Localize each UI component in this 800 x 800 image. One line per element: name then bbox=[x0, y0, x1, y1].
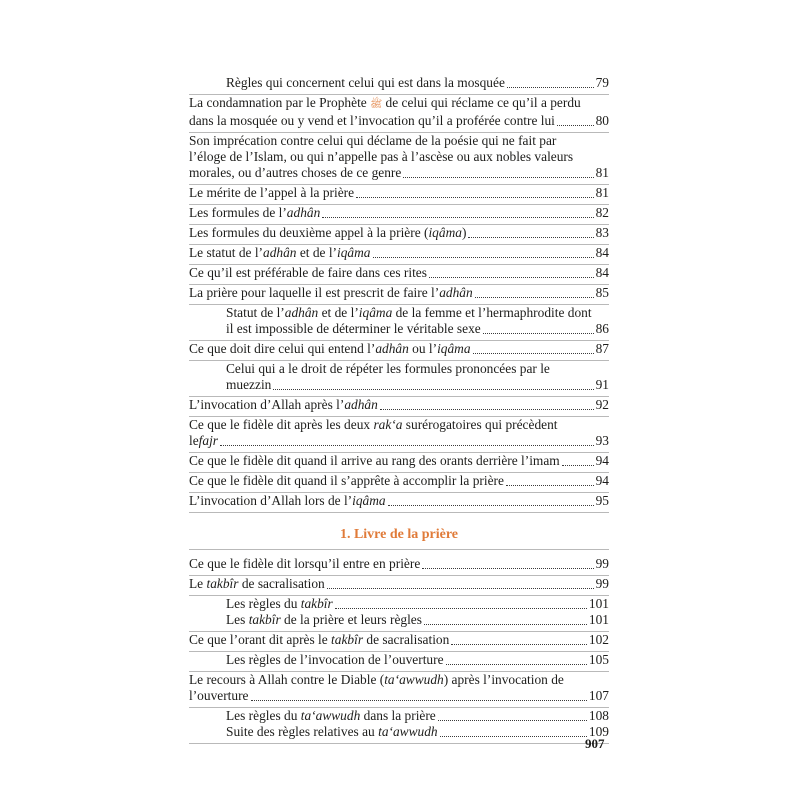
page-ref: 84 bbox=[595, 245, 609, 260]
leader-dots bbox=[380, 409, 594, 410]
page-ref: 84 bbox=[595, 265, 609, 280]
page-ref: 85 bbox=[595, 285, 609, 300]
toc-entry[interactable] bbox=[189, 133, 609, 185]
entry-line: l’ouverture 107 bbox=[189, 688, 609, 703]
toc-entry[interactable] bbox=[189, 724, 609, 744]
page-ref: 82 bbox=[595, 205, 609, 220]
entry-title: Le statut de l’adhân et de l’iqâma bbox=[189, 245, 371, 260]
toc-entry[interactable] bbox=[189, 576, 609, 596]
entry-title: Ce que le fidèle dit lorsqu’il entre en prière bbox=[189, 556, 421, 571]
entry-title: Les formules de l’adhân bbox=[189, 205, 321, 220]
toc-entry[interactable] bbox=[189, 205, 609, 225]
toc-entry[interactable] bbox=[189, 652, 609, 672]
toc-entry[interactable] bbox=[189, 596, 609, 612]
toc-block-prayer bbox=[189, 556, 609, 744]
toc-entry[interactable] bbox=[189, 75, 609, 95]
page-ref: 107 bbox=[588, 688, 609, 703]
leader-dots bbox=[429, 277, 594, 278]
toc-entry[interactable] bbox=[189, 493, 609, 513]
leader-dots bbox=[507, 87, 594, 88]
entry-title: Règles qui concernent celui qui est dans la mosquée bbox=[226, 75, 505, 90]
entry-title: Ce que l’orant dit après le takbîr de sacralisation bbox=[189, 632, 450, 647]
toc-entry[interactable] bbox=[189, 265, 609, 285]
leader-dots bbox=[483, 333, 594, 334]
entry-line: Statut de l’adhân et de l’iqâma de la femme et l’hermaphrodite dont bbox=[226, 305, 592, 320]
entry-line: Le recours à Allah contre le Diable (ta‘awwudh) après l’invocation de bbox=[189, 672, 564, 687]
page-ref: 91 bbox=[595, 377, 609, 392]
entry-line: il est impossible de déterminer le véritable sexe 86 bbox=[226, 321, 609, 336]
entry-title: Les formules du deuxième appel à la prière (iqâma) bbox=[189, 225, 467, 240]
page-ref: 105 bbox=[588, 652, 609, 667]
entry-line: Ce que le fidèle dit après les deux rak‘a surérogatoires qui précèdent bbox=[189, 417, 558, 432]
leader-dots bbox=[475, 297, 594, 298]
entry-line: Son imprécation contre celui qui déclame de la poésie qui ne fait par bbox=[189, 133, 557, 148]
section-title: 1. Livre de la prière bbox=[189, 527, 609, 550]
leader-dots bbox=[322, 217, 593, 218]
leader-dots bbox=[424, 624, 587, 625]
entry-line: Celui qui a le droit de répéter les formules prononcées par le bbox=[226, 361, 550, 376]
page-ref: 94 bbox=[595, 453, 609, 468]
entry-title: Les takbîr de la prière et leurs règles bbox=[226, 612, 422, 627]
entry-title: La prière pour laquelle il est prescrit de faire l’adhân bbox=[189, 285, 473, 300]
toc-entry[interactable] bbox=[189, 225, 609, 245]
page-ref: 101 bbox=[588, 596, 609, 611]
page-ref: 92 bbox=[595, 397, 609, 412]
toc-entry[interactable] bbox=[189, 285, 609, 305]
toc-entry[interactable] bbox=[189, 612, 609, 632]
leader-dots bbox=[562, 465, 594, 466]
page-ref: 101 bbox=[588, 612, 609, 627]
toc-entry[interactable] bbox=[189, 245, 609, 265]
leader-dots bbox=[388, 505, 594, 506]
entry-title: Les règles du takbîr bbox=[226, 596, 333, 611]
page-ref: 102 bbox=[588, 632, 609, 647]
leader-dots bbox=[446, 664, 587, 665]
page-ref: 94 bbox=[595, 473, 609, 488]
leader-dots bbox=[403, 177, 593, 178]
toc-entry[interactable] bbox=[189, 453, 609, 473]
entry-title: Ce que doit dire celui qui entend l’adhân ou l’iqâma bbox=[189, 341, 471, 356]
entry-line: dans la mosquée ou y vend et l’invocation qu’il a proférée contre lui 80 bbox=[189, 113, 609, 128]
entry-title: Ce qu’il est préférable de faire dans ces rites bbox=[189, 265, 427, 280]
leader-dots bbox=[251, 700, 587, 701]
entry-title: L’invocation d’Allah lors de l’iqâma bbox=[189, 493, 386, 508]
page-ref: 86 bbox=[595, 321, 609, 336]
page-ref: 80 bbox=[595, 113, 609, 128]
leader-dots bbox=[438, 720, 587, 721]
leader-dots bbox=[451, 644, 587, 645]
table-of-contents bbox=[189, 75, 609, 744]
leader-dots bbox=[373, 257, 594, 258]
toc-entry[interactable] bbox=[189, 556, 609, 576]
entry-title: L’invocation d’Allah après l’adhân bbox=[189, 397, 378, 412]
entry-title: Les règles de l’invocation de l’ouverture bbox=[226, 652, 444, 667]
page-ref: 99 bbox=[595, 556, 609, 571]
toc-entry[interactable] bbox=[189, 417, 609, 453]
leader-dots bbox=[327, 588, 594, 589]
toc-entry[interactable] bbox=[189, 672, 609, 708]
leader-dots bbox=[273, 389, 593, 390]
leader-dots bbox=[468, 237, 593, 238]
toc-entry[interactable] bbox=[189, 305, 609, 341]
leader-dots bbox=[557, 125, 594, 126]
leader-dots bbox=[356, 197, 594, 198]
leader-dots bbox=[335, 608, 587, 609]
page-ref: 79 bbox=[595, 75, 609, 90]
leader-dots bbox=[440, 736, 587, 737]
entry-title: Le takbîr de sacralisation bbox=[189, 576, 325, 591]
entry-title: Le mérite de l’appel à la prière bbox=[189, 185, 355, 200]
page-ref: 99 bbox=[595, 576, 609, 591]
page-ref: 81 bbox=[595, 165, 609, 180]
leader-dots bbox=[473, 353, 594, 354]
toc-entry[interactable] bbox=[189, 632, 609, 652]
entry-line: le fajr 93 bbox=[189, 433, 609, 448]
page-ref: 108 bbox=[588, 708, 609, 723]
entry-line: La condamnation par le Prophète ﷺ de celui qui réclame ce qu’il a perdu bbox=[189, 95, 581, 110]
entry-title: Les règles du ta‘awwudh dans la prière bbox=[226, 708, 436, 723]
leader-dots bbox=[422, 568, 593, 569]
toc-entry[interactable] bbox=[189, 397, 609, 417]
page-ref: 95 bbox=[595, 493, 609, 508]
salutation-glyph: ﷺ bbox=[370, 99, 383, 110]
entry-title: Ce que le fidèle dit quand il arrive au rang des orants derrière l’imam bbox=[189, 453, 560, 468]
toc-entry[interactable] bbox=[189, 341, 609, 361]
page-ref: 109 bbox=[588, 724, 609, 739]
page-ref: 87 bbox=[595, 341, 609, 356]
page-number: 907 bbox=[585, 736, 605, 751]
page-ref: 93 bbox=[595, 433, 609, 448]
leader-dots bbox=[220, 445, 594, 446]
entry-line: morales, ou d’autres choses de ce genre 81 bbox=[189, 165, 609, 180]
toc-entry[interactable] bbox=[189, 185, 609, 205]
page-ref: 81 bbox=[595, 185, 609, 200]
leader-dots bbox=[506, 485, 594, 486]
toc-entry[interactable] bbox=[189, 95, 609, 133]
toc-entry[interactable] bbox=[189, 708, 609, 724]
entry-title: Ce que le fidèle dit quand il s’apprête à accomplir la prière bbox=[189, 473, 504, 488]
entry-line: muezzin 91 bbox=[226, 377, 609, 392]
toc-entry[interactable] bbox=[189, 361, 609, 397]
entry-title: Suite des règles relatives au ta‘awwudh bbox=[226, 724, 438, 739]
entry-line: l’éloge de l’Islam, ou qui n’appelle pas à l’ascèse ou aux nobles valeurs bbox=[189, 149, 574, 164]
toc-block-adhan bbox=[189, 75, 609, 513]
toc-entry[interactable] bbox=[189, 473, 609, 493]
page-ref: 83 bbox=[595, 225, 609, 240]
